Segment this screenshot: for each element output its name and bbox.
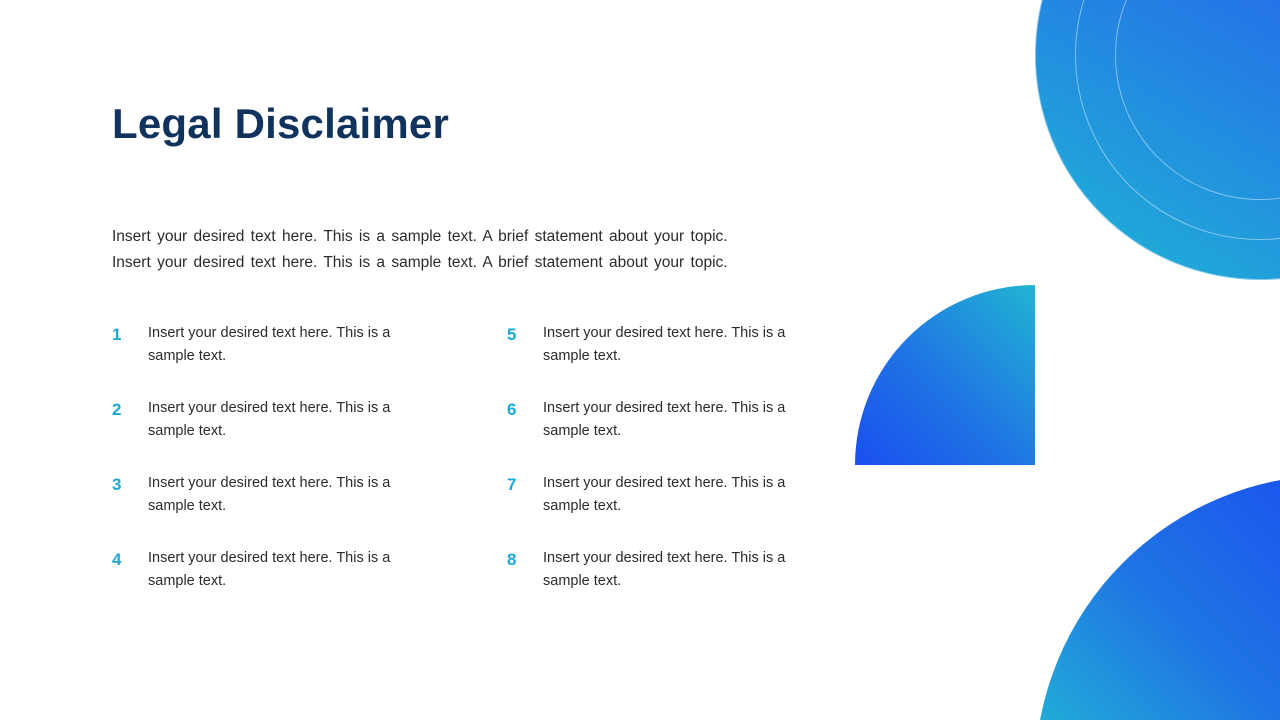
thin-arc-icon: [810, 0, 952, 142]
list-item-number: 5: [507, 325, 517, 344]
thin-arc-icon: [810, 0, 987, 177]
list-item-number: 6: [507, 400, 517, 419]
list-item: [112, 547, 507, 622]
list-item-number: 2: [112, 400, 122, 419]
list-item-text: Insert your desired text here. This is a sample text.: [148, 475, 391, 514]
list-item-number: 4: [112, 550, 122, 569]
list-item-text: Insert your desired text here. This is a sample text.: [148, 550, 391, 589]
white-ring-icon: [1035, 0, 1280, 280]
list-item-text: Insert your desired text here. This is a sample text.: [148, 400, 391, 439]
list-item-number: 1: [112, 325, 122, 344]
intro-paragraph: Insert your desired text here. This is a sample text. A brief statement about your topic. Insert your desired text here. This is a sample text. A brief statement about your topic.: [112, 227, 728, 271]
white-ring-icon: [1075, 0, 1280, 240]
list-item-number: 8: [507, 550, 517, 569]
list-item: [507, 472, 802, 547]
list-item-text: Insert your desired text here. This is a sample text.: [543, 550, 786, 589]
gradient-quarter-circle-bottom: [1035, 475, 1280, 720]
gradient-circle-top: [1035, 0, 1280, 280]
list-item: [507, 322, 802, 397]
white-ring-icon: [1115, 0, 1280, 200]
list-item-number: 3: [112, 475, 122, 494]
list-item: [507, 547, 802, 622]
list-item-number: 7: [507, 475, 517, 494]
thin-arc-icon: [810, 0, 1022, 212]
list-item: [507, 397, 802, 472]
page-title: Legal Disclaimer: [112, 100, 450, 147]
numbered-list: [112, 322, 812, 622]
thin-arc-icon: [810, 0, 917, 107]
list-item-text: Insert your desired text here. This is a sample text.: [148, 325, 391, 364]
shape-mask: [810, 0, 1035, 280]
list-item: [112, 322, 507, 397]
list-item-text: Insert your desired text here. This is a sample text.: [543, 400, 786, 439]
list-item: [112, 472, 507, 547]
decorative-graphics: [810, 0, 1280, 720]
gradient-quarter-circle-middle: [855, 285, 1035, 465]
list-item: [112, 397, 507, 472]
list-item-text: Insert your desired text here. This is a sample text.: [543, 325, 786, 364]
list-item-text: Insert your desired text here. This is a sample text.: [543, 475, 786, 514]
